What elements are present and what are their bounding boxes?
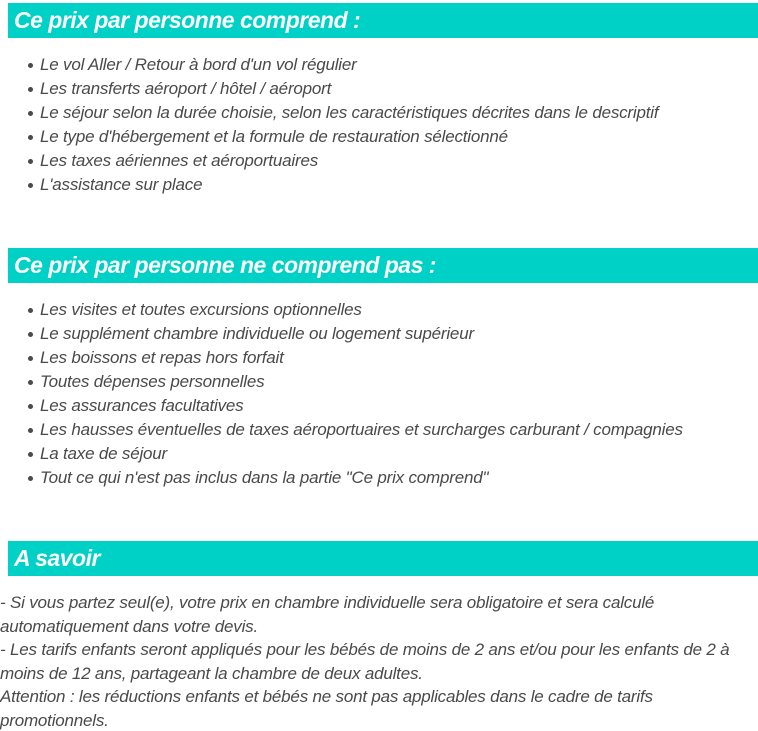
not-included-list-item: Le supplément chambre individuelle ou logement supérieur xyxy=(0,322,758,346)
included-list-item: Le séjour selon la durée choisie, selon les caractéristiques décrites dans le descriptif xyxy=(0,101,758,125)
not-included-list-item: Les hausses éventuelles de taxes aéroportuaires et surcharges carburant / compagnies xyxy=(0,418,758,442)
section-included xyxy=(0,3,758,197)
included-list-item: Le vol Aller / Retour à bord d'un vol régulier xyxy=(0,53,758,77)
section-header-notes xyxy=(8,541,758,576)
notes-text xyxy=(0,591,758,731)
not-included-list-item: Les boissons et repas hors forfait xyxy=(0,346,758,370)
not-included-list-item: Toutes dépenses personnelles xyxy=(0,370,758,394)
not-included-list-item: Les assurances facultatives xyxy=(0,394,758,418)
included-list-item: Le type d'hébergement et la formule de restauration sélectionné xyxy=(0,125,758,149)
section-title-included: Ce prix par personne comprend : xyxy=(14,7,361,33)
section-title-notes: A savoir xyxy=(14,545,100,571)
not-included-list-item: La taxe de séjour xyxy=(0,442,758,466)
note-paragraph: - Les tarifs enfants seront appliqués pour les bébés de moins de 2 ans et/ou pour les enfants de 2 à moins de 12 ans, partageant la chambre de deux adultes. xyxy=(0,640,730,683)
included-list xyxy=(0,53,758,197)
section-notes xyxy=(0,541,758,731)
included-list-item: L'assistance sur place xyxy=(0,173,758,197)
section-header-included xyxy=(8,3,758,38)
included-list-item: Les transferts aéroport / hôtel / aéroport xyxy=(0,77,758,101)
not-included-list-item: Tout ce qui n'est pas inclus dans la partie "Ce prix comprend" xyxy=(0,466,758,490)
section-not-included xyxy=(0,248,758,490)
note-paragraph: - Si vous partez seul(e), votre prix en chambre individuelle sera obligatoire et sera calculé automatiquement dans votre devis. xyxy=(0,593,655,636)
section-title-not-included: Ce prix par personne ne comprend pas : xyxy=(14,252,436,278)
note-paragraph: Attention : les réductions enfants et bébés ne sont pas applicables dans le cadre de tarifs promotionnels. xyxy=(0,687,653,730)
included-list-item: Les taxes aériennes et aéroportuaires xyxy=(0,149,758,173)
not-included-list-item: Les visites et toutes excursions optionnelles xyxy=(0,298,758,322)
not-included-list xyxy=(0,298,758,490)
section-header-not-included xyxy=(8,248,758,283)
